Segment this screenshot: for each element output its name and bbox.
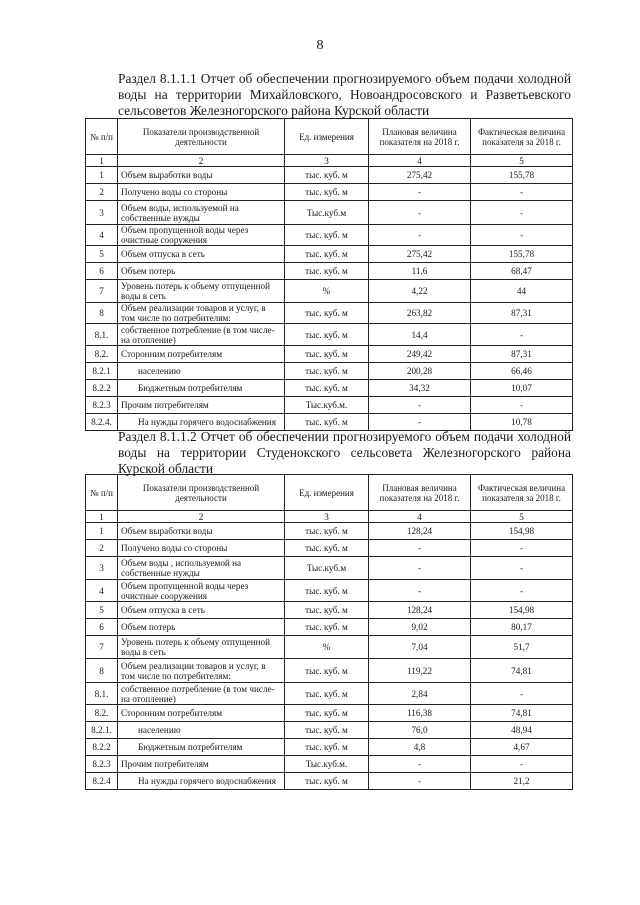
- actual-value-cell: -: [471, 225, 573, 246]
- unit-cell: тыс. куб. м: [285, 659, 369, 683]
- indicator-cell: Объем отпуска в сеть: [118, 602, 285, 619]
- column-number-cell: 3: [285, 155, 369, 167]
- table-row: [86, 167, 573, 184]
- indicator-cell: Объем воды, используемой на собственные нужды: [118, 201, 285, 225]
- planned-value-cell: 11,6: [369, 263, 471, 280]
- actual-value-cell: 66,46: [471, 363, 573, 380]
- unit-cell: тыс. куб. м: [285, 167, 369, 184]
- header-cell: Показатели производственной деятельности: [118, 475, 285, 511]
- planned-value-cell: -: [369, 225, 471, 246]
- actual-value-cell: -: [471, 580, 573, 602]
- planned-value-cell: 128,24: [369, 602, 471, 619]
- section-1-title-text: Раздел 8.1.1.1 Отчет об обеспечении прогнозируемого объем подачи холодной воды на территории Михайловского, Новоандросовского и Разветьевского сельсоветов Железногорского района Курской области: [118, 71, 571, 118]
- indicator-cell: Уровень потерь к объему отпущенной воды в сеть: [118, 636, 285, 659]
- table-row: [86, 225, 573, 246]
- unit-cell: тыс. куб. м: [285, 225, 369, 246]
- unit-cell: тыс. куб. м: [285, 414, 369, 431]
- row-number-cell: 8.2.1: [86, 363, 118, 380]
- row-number-cell: 8.2.2: [86, 739, 118, 756]
- table-row: [86, 246, 573, 263]
- table-row: [86, 201, 573, 225]
- planned-value-cell: 4,8: [369, 739, 471, 756]
- table-row: [86, 380, 573, 397]
- column-number-row: [86, 511, 573, 523]
- header-row: [86, 119, 573, 155]
- table-row: [86, 636, 573, 659]
- planned-value-cell: 7,04: [369, 636, 471, 659]
- header-cell: Фактическая величина показателя за 2018 г.: [471, 475, 573, 511]
- column-number-cell: 2: [118, 155, 285, 167]
- table-row: [86, 683, 573, 705]
- report-table-2: [85, 474, 573, 790]
- actual-value-cell: 10,78: [471, 414, 573, 431]
- table-row: [86, 739, 573, 756]
- unit-cell: тыс. куб. м: [285, 523, 369, 540]
- page-number: 8: [316, 38, 324, 53]
- row-number-cell: 3: [86, 557, 118, 580]
- planned-value-cell: 275,42: [369, 246, 471, 263]
- table-row: [86, 580, 573, 602]
- planned-value-cell: -: [369, 397, 471, 414]
- row-number-cell: 8: [86, 303, 118, 324]
- actual-value-cell: 87,31: [471, 303, 573, 324]
- actual-value-cell: 51,7: [471, 636, 573, 659]
- table-row: [86, 414, 573, 431]
- unit-cell: тыс. куб. м: [285, 705, 369, 722]
- unit-cell: %: [285, 636, 369, 659]
- column-number-cell: 2: [118, 511, 285, 523]
- indicator-cell: Получено воды со стороны: [118, 184, 285, 201]
- indicator-cell: Объем воды , используемой на собственные нужды: [118, 557, 285, 580]
- actual-value-cell: 10,07: [471, 380, 573, 397]
- planned-value-cell: -: [369, 201, 471, 225]
- planned-value-cell: -: [369, 756, 471, 773]
- indicator-cell: Объем реализации товаров и услуг, в том числе по потребителям:: [118, 303, 285, 324]
- actual-value-cell: -: [471, 540, 573, 557]
- section-2-title: [88, 429, 571, 477]
- actual-value-cell: 68,47: [471, 263, 573, 280]
- table-row: [86, 705, 573, 722]
- column-number-cell: 1: [86, 155, 118, 167]
- actual-value-cell: -: [471, 756, 573, 773]
- table-row: [86, 722, 573, 739]
- planned-value-cell: 9,02: [369, 619, 471, 636]
- table-row: [86, 659, 573, 683]
- table-row: [86, 184, 573, 201]
- column-number-cell: 3: [285, 511, 369, 523]
- unit-cell: тыс. куб. м: [285, 263, 369, 280]
- unit-cell: тыс. куб. м: [285, 739, 369, 756]
- row-number-cell: 2: [86, 184, 118, 201]
- header-cell: Ед. измерения: [285, 119, 369, 155]
- planned-value-cell: 76,0: [369, 722, 471, 739]
- planned-value-cell: 263,82: [369, 303, 471, 324]
- header-row: [86, 475, 573, 511]
- table-row: [86, 346, 573, 363]
- row-number-cell: 8.2.4.: [86, 414, 118, 431]
- row-number-cell: 8: [86, 659, 118, 683]
- unit-cell: Тыс.куб.м: [285, 201, 369, 225]
- column-number-cell: 1: [86, 511, 118, 523]
- planned-value-cell: -: [369, 414, 471, 431]
- indicator-cell: Объем выработки воды: [118, 523, 285, 540]
- indicator-cell: Сторонним потребителям: [118, 346, 285, 363]
- column-number-cell: 5: [471, 511, 573, 523]
- actual-value-cell: -: [471, 557, 573, 580]
- row-number-cell: 8.1.: [86, 683, 118, 705]
- report-table-1: [85, 118, 573, 431]
- indicator-cell: собственное потребление (в том числе- на отопление): [118, 683, 285, 705]
- unit-cell: тыс. куб. м: [285, 363, 369, 380]
- header-cell: Показатели производственной деятельности: [118, 119, 285, 155]
- indicator-cell: Объем выработки воды: [118, 167, 285, 184]
- table-row: [86, 280, 573, 303]
- planned-value-cell: 116,38: [369, 705, 471, 722]
- unit-cell: тыс. куб. м: [285, 540, 369, 557]
- planned-value-cell: 2,84: [369, 683, 471, 705]
- table-1-body: [86, 119, 573, 431]
- actual-value-cell: 21,2: [471, 773, 573, 790]
- header-cell: № п/п: [86, 119, 118, 155]
- actual-value-cell: 154,98: [471, 523, 573, 540]
- table-row: [86, 773, 573, 790]
- indicator-cell: Бюджетным потребителям: [118, 380, 285, 397]
- planned-value-cell: 119,22: [369, 659, 471, 683]
- row-number-cell: 6: [86, 263, 118, 280]
- row-number-cell: 7: [86, 636, 118, 659]
- indicator-cell: Объем отпуска в сеть: [118, 246, 285, 263]
- row-number-cell: 8.1.: [86, 324, 118, 346]
- row-number-cell: 4: [86, 225, 118, 246]
- planned-value-cell: -: [369, 580, 471, 602]
- table-row: [86, 557, 573, 580]
- planned-value-cell: 14,4: [369, 324, 471, 346]
- actual-value-cell: -: [471, 184, 573, 201]
- planned-value-cell: 275,42: [369, 167, 471, 184]
- table-row: [86, 397, 573, 414]
- planned-value-cell: 200,28: [369, 363, 471, 380]
- table-row: [86, 324, 573, 346]
- row-number-cell: 5: [86, 602, 118, 619]
- actual-value-cell: -: [471, 683, 573, 705]
- indicator-cell: Уровень потерь к объему отпущенной воды в сеть: [118, 280, 285, 303]
- column-number-row: [86, 155, 573, 167]
- table-row: [86, 263, 573, 280]
- column-number-cell: 4: [369, 155, 471, 167]
- actual-value-cell: 155,78: [471, 246, 573, 263]
- indicator-cell: Прочим потребителям: [118, 397, 285, 414]
- section-2-title-text: Раздел 8.1.1.2 Отчет об обеспечении прогнозируемого объем подачи холодной воды на территории Студенокского сельсовета Железногорского района Курской области: [118, 429, 571, 476]
- actual-value-cell: 87,31: [471, 346, 573, 363]
- header-cell: Плановая величина показателя на 2018 г.: [369, 475, 471, 511]
- unit-cell: тыс. куб. м: [285, 580, 369, 602]
- indicator-cell: населению: [118, 722, 285, 739]
- planned-value-cell: -: [369, 773, 471, 790]
- row-number-cell: 7: [86, 280, 118, 303]
- table-row: [86, 602, 573, 619]
- unit-cell: Тыс.куб.м.: [285, 397, 369, 414]
- unit-cell: тыс. куб. м: [285, 184, 369, 201]
- unit-cell: тыс. куб. м: [285, 380, 369, 397]
- unit-cell: тыс. куб. м: [285, 619, 369, 636]
- indicator-cell: населению: [118, 363, 285, 380]
- table-2-body: [86, 475, 573, 790]
- actual-value-cell: -: [471, 397, 573, 414]
- indicator-cell: Прочим потребителям: [118, 756, 285, 773]
- indicator-cell: Объем потерь: [118, 263, 285, 280]
- unit-cell: тыс. куб. м: [285, 602, 369, 619]
- unit-cell: тыс. куб. м: [285, 303, 369, 324]
- header-cell: № п/п: [86, 475, 118, 511]
- unit-cell: тыс. куб. м: [285, 246, 369, 263]
- table-row: [86, 756, 573, 773]
- row-number-cell: 8.2.2: [86, 380, 118, 397]
- header-cell: Ед. измерения: [285, 475, 369, 511]
- actual-value-cell: 155,78: [471, 167, 573, 184]
- actual-value-cell: 74,81: [471, 659, 573, 683]
- table-row: [86, 523, 573, 540]
- indicator-cell: Объем потерь: [118, 619, 285, 636]
- planned-value-cell: 249,42: [369, 346, 471, 363]
- unit-cell: Тыс.куб.м.: [285, 756, 369, 773]
- row-number-cell: 1: [86, 523, 118, 540]
- table-row: [86, 363, 573, 380]
- row-number-cell: 5: [86, 246, 118, 263]
- row-number-cell: 8.2.4: [86, 773, 118, 790]
- table-row: [86, 540, 573, 557]
- planned-value-cell: 4,22: [369, 280, 471, 303]
- row-number-cell: 8.2.: [86, 346, 118, 363]
- table-row: [86, 619, 573, 636]
- actual-value-cell: -: [471, 324, 573, 346]
- row-number-cell: 1: [86, 167, 118, 184]
- unit-cell: Тыс.куб.м: [285, 557, 369, 580]
- planned-value-cell: 34,32: [369, 380, 471, 397]
- indicator-cell: Объем пропущенной воды через очистные сооружения: [118, 580, 285, 602]
- row-number-cell: 8.2.3: [86, 756, 118, 773]
- header-cell: Плановая величина показателя на 2018 г.: [369, 119, 471, 155]
- planned-value-cell: -: [369, 557, 471, 580]
- header-cell: Фактическая величина показателя за 2018 г.: [471, 119, 573, 155]
- table-row: [86, 303, 573, 324]
- actual-value-cell: 80,17: [471, 619, 573, 636]
- actual-value-cell: 44: [471, 280, 573, 303]
- row-number-cell: 4: [86, 580, 118, 602]
- actual-value-cell: 48,94: [471, 722, 573, 739]
- column-number-cell: 5: [471, 155, 573, 167]
- planned-value-cell: 128,24: [369, 523, 471, 540]
- indicator-cell: Бюджетным потребителям: [118, 739, 285, 756]
- section-1-title: [88, 71, 571, 119]
- planned-value-cell: -: [369, 540, 471, 557]
- row-number-cell: 8.2.: [86, 705, 118, 722]
- actual-value-cell: 4,67: [471, 739, 573, 756]
- indicator-cell: собственное потребление (в том числе- на отопление): [118, 324, 285, 346]
- unit-cell: тыс. куб. м: [285, 324, 369, 346]
- indicator-cell: Сторонним потребителям: [118, 705, 285, 722]
- unit-cell: тыс. куб. м: [285, 722, 369, 739]
- row-number-cell: 6: [86, 619, 118, 636]
- row-number-cell: 8.2.3: [86, 397, 118, 414]
- row-number-cell: 3: [86, 201, 118, 225]
- actual-value-cell: 74,81: [471, 705, 573, 722]
- unit-cell: тыс. куб. м: [285, 773, 369, 790]
- indicator-cell: На нужды горячего водоснабжения: [118, 773, 285, 790]
- unit-cell: тыс. куб. м: [285, 683, 369, 705]
- unit-cell: %: [285, 280, 369, 303]
- indicator-cell: На нужды горячего водоснабжения: [118, 414, 285, 431]
- indicator-cell: Получено воды со стороны: [118, 540, 285, 557]
- indicator-cell: Объем пропущенной воды через очистные сооружения: [118, 225, 285, 246]
- planned-value-cell: -: [369, 184, 471, 201]
- row-number-cell: 2: [86, 540, 118, 557]
- column-number-cell: 4: [369, 511, 471, 523]
- row-number-cell: 8.2.1.: [86, 722, 118, 739]
- actual-value-cell: 154,98: [471, 602, 573, 619]
- indicator-cell: Объем реализации товаров и услуг, в том числе по потребителям:: [118, 659, 285, 683]
- unit-cell: тыс. куб. м: [285, 346, 369, 363]
- actual-value-cell: -: [471, 201, 573, 225]
